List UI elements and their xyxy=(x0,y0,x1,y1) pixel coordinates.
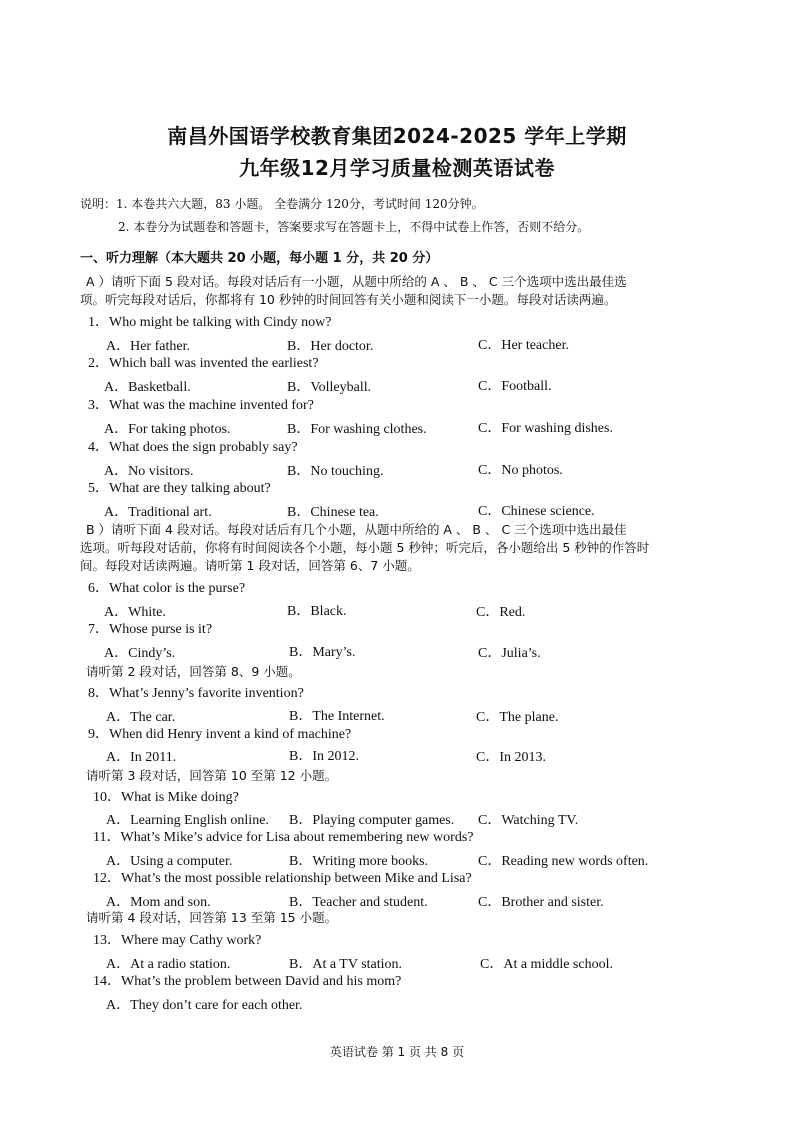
q13-option-c: C．At a middle school. xyxy=(480,957,613,972)
q13-option-b: B．At a TV station. xyxy=(289,957,403,972)
q10-option-b: B．Playing computer games. xyxy=(289,813,455,828)
question-14: 14．What’s the problem between David and his mom? xyxy=(93,974,402,989)
exam-title-line-2: 九年级12月学习质量检测英语试卷 xyxy=(239,156,555,180)
q5-option-a: A．Traditional art. xyxy=(104,505,212,520)
q7-option-b: B．Mary’s. xyxy=(289,645,356,660)
section-listening-title: 一、听力理解（本大题共 20 小题，每小题 1 分，共 20 分） xyxy=(80,251,439,266)
question-7: 7．Whose purse is it? xyxy=(88,622,213,637)
question-6: 6．What color is the purse? xyxy=(88,581,246,596)
part-a-instruction-line-1: A ）请听下面 5 段对话。每段对话后有一小题，从题中所给的 A 、 B 、 C 三个选项中选出最佳选 xyxy=(86,274,627,289)
part-b-instruction-line-3: 间。每段对话读两遍。请听第 1 段对话，回答第 6、7 小题。 xyxy=(80,558,420,573)
q2-option-c: C．Football. xyxy=(478,379,552,394)
question-5: 5．What are they talking about? xyxy=(88,481,271,496)
q6-option-c: C．Red. xyxy=(476,605,526,620)
q3-option-a: A．For taking photos. xyxy=(104,422,231,437)
q5-option-b: B．Chinese tea. xyxy=(287,505,379,520)
q11-option-c: C．Reading new words often. xyxy=(478,854,649,869)
q13-option-a: A．At a radio station. xyxy=(106,957,231,972)
q12-option-c: C．Brother and sister. xyxy=(478,895,604,910)
q3-option-b: B．For washing clothes. xyxy=(287,422,427,437)
q7-option-c: C．Julia’s. xyxy=(478,646,541,661)
q4-option-b: B．No touching. xyxy=(287,464,384,479)
question-9: 9．When did Henry invent a kind of machine? xyxy=(88,727,352,742)
exam-note-2: 2. 本卷分为试题卷和答题卡，答案要求写在答题卡上，不得中试卷上作答，否则不给分。 xyxy=(118,220,590,234)
part-b-instruction-line-1: B ）请听下面 4 段对话。每段对话后有几个小题，从题中所给的 A 、 B 、 C 三个选项中选出最佳 xyxy=(86,522,627,537)
q10-option-a: A．Learning English online. xyxy=(106,813,269,828)
q2-option-b: B．Volleyball. xyxy=(287,380,372,395)
q9-option-b: B．In 2012. xyxy=(289,749,359,764)
q6-option-b: B．Black. xyxy=(287,604,347,619)
q3-option-c: C．For washing dishes. xyxy=(478,421,613,436)
part-a-instruction-line-2: 项。听完每段对话后，你都将有 10 秒钟的时间回答有关小题和阅读下一小题。每段对话读两遍。 xyxy=(80,292,617,307)
q11-option-b: B．Writing more books. xyxy=(289,854,429,869)
question-1: 1．Who might be talking with Cindy now? xyxy=(88,315,332,330)
q8-option-a: A．The car. xyxy=(106,710,176,725)
question-3: 3．What was the machine invented for? xyxy=(88,398,314,413)
q5-option-c: C．Chinese science. xyxy=(478,504,595,519)
dialog-4-instruction: 请听第 4 段对话，回答第 13 至第 15 小题。 xyxy=(86,910,338,925)
q4-option-c: C．No photos. xyxy=(478,463,563,478)
q6-option-a: A．White. xyxy=(104,605,166,620)
question-11: 11．What’s Mike’s advice for Lisa about remembering new words? xyxy=(93,830,474,845)
q1-option-c: C．Her teacher. xyxy=(478,338,569,353)
question-2: 2．Which ball was invented the earliest? xyxy=(88,356,319,371)
q2-option-a: A．Basketball. xyxy=(104,380,191,395)
q7-option-a: A．Cindy’s. xyxy=(104,646,176,661)
q4-option-a: A．No visitors. xyxy=(104,464,194,479)
question-12: 12．What’s the most possible relationship between Mike and Lisa? xyxy=(93,871,472,886)
q8-option-c: C．The plane. xyxy=(476,710,559,725)
part-b-instruction-line-2: 选项。听每段对话前，你将有时间阅读各个小题，每小题 5 秒钟；听完后，各小题给出 5 秒钟的作答时 xyxy=(80,540,650,555)
exam-title-line-1: 南昌外国语学校教育集团2024-2025 学年上学期 xyxy=(167,124,627,148)
q1-option-b: B．Her doctor. xyxy=(287,339,374,354)
question-8: 8．What’s Jenny’s favorite invention? xyxy=(88,686,304,701)
q8-option-b: B．The Internet. xyxy=(289,709,385,724)
q14-option-a: A．They don’t care for each other. xyxy=(106,998,303,1013)
question-10: 10．What is Mike doing? xyxy=(93,790,239,805)
q9-option-c: C．In 2013. xyxy=(476,750,546,765)
q9-option-a: A．In 2011. xyxy=(106,750,177,765)
exam-note-1: 说明：1. 本卷共六大题，83 小题。 全卷满分 120分，考试时间 120分钟。 xyxy=(80,197,484,211)
q10-option-c: C．Watching TV. xyxy=(478,813,579,828)
page-footer: 英语试卷 第 1 页 共 8 页 xyxy=(329,1045,465,1059)
question-4: 4．What does the sign probably say? xyxy=(88,440,298,455)
q1-option-a: A．Her father. xyxy=(106,339,190,354)
q12-option-a: A．Mom and son. xyxy=(106,895,211,910)
question-13: 13．Where may Cathy work? xyxy=(93,933,262,948)
q11-option-a: A．Using a computer. xyxy=(106,854,233,869)
dialog-3-instruction: 请听第 3 段对话，回答第 10 至第 12 小题。 xyxy=(86,768,338,783)
q12-option-b: B．Teacher and student. xyxy=(289,895,428,910)
dialog-2-instruction: 请听第 2 段对话，回答第 8、9 小题。 xyxy=(86,664,301,679)
